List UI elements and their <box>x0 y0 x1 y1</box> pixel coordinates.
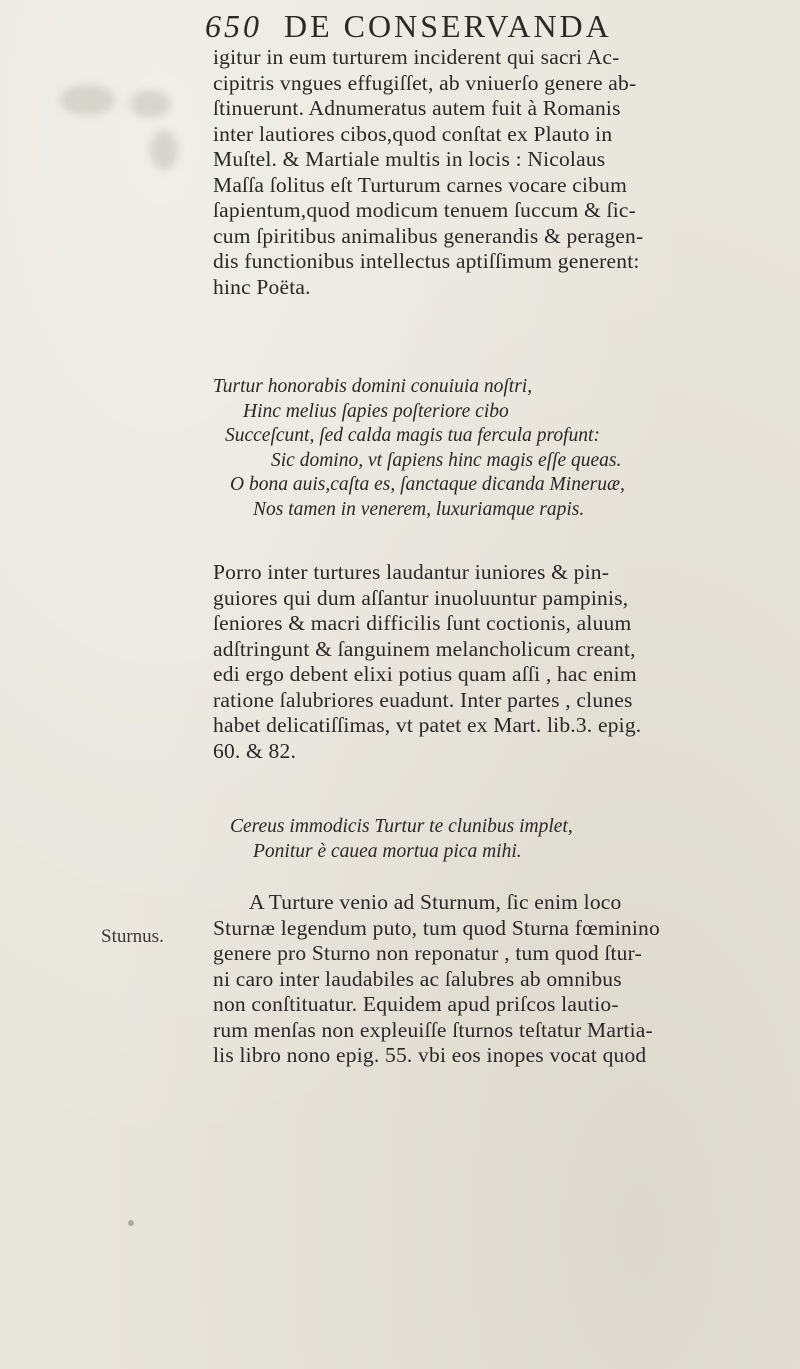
verse-line: Succeſcunt, ſed calda magis tua fercula profunt: <box>225 425 600 446</box>
text-line: Muſtel. & Martiale multis in locis : Nicolaus <box>213 147 606 171</box>
ink-stain <box>60 85 115 115</box>
text-line: cum ſpiritibus animalibus generandis & peragen- <box>213 223 644 248</box>
paragraph-2 <box>213 560 765 764</box>
text-line: habet delicatiſſimas, vt patet ex Mart. lib.3. epig. <box>213 713 642 737</box>
ink-stain <box>130 90 170 118</box>
text-line: cipitris vngues effugiſſet, ab vniuerſo genere ab- <box>213 70 637 95</box>
text-line: A Turture venio ad Sturnum, ſic enim loco <box>249 890 622 914</box>
verse-line: Hinc melius ſapies poſteriore cibo <box>243 400 509 422</box>
text-line: Porro inter turtures laudantur iuniores & pin- <box>213 560 610 584</box>
margin-note: Sturnus. <box>101 926 164 947</box>
running-title: DE CONSERVANDA <box>284 8 612 44</box>
verse-line: O bona auis,caſta es, ſanctaque dicanda Mineruæ, <box>230 474 625 495</box>
verse-quote-1 <box>213 375 765 522</box>
ink-stain <box>150 130 178 170</box>
text-line: ſtinuerunt. Adnumeratus autem fuit à Romanis <box>213 96 621 120</box>
text-line: lis libro nono epig. 55. vbi eos inopes vocat quod <box>213 1043 647 1067</box>
text-line: ſeniores & macri difficilis ſunt coctionis, aluum <box>213 611 632 635</box>
text-line: Maſſa ſolitus eſt Turturum carnes vocare cibum <box>213 172 628 197</box>
text-line: Sturnæ legendum puto, tum quod Sturna fœminino <box>213 915 660 940</box>
text-line: ſapientum,quod modicum tenuem ſuccum & ſic- <box>213 198 636 222</box>
text-line: igitur in eum turturem inciderent qui sacri Ac- <box>213 45 620 69</box>
verse-line: Turtur honorabis domini conuiuia noſtri, <box>213 376 533 397</box>
text-line: ratione ſalubriores euadunt. Inter partes , clunes <box>213 687 633 712</box>
text-line: rum menſas non expleuiſſe ſturnos teſtatur Martia- <box>213 1017 653 1042</box>
text-line: 60. & 82. <box>213 738 297 763</box>
text-line: dis functionibus intellectus aptiſſimum generent: <box>213 249 640 273</box>
page-number: 650 <box>205 8 262 44</box>
verse-line: Sic domino, vt ſapiens hinc magis eſſe queas. <box>271 449 622 471</box>
text-line: hinc Poëta. <box>213 274 311 299</box>
verse-line: Cereus immodicis Turtur te clunibus implet, <box>230 816 573 837</box>
verse-line: Nos tamen in venerem, luxuriamque rapis. <box>253 498 585 520</box>
text-line: inter lautiores cibos,quod conſtat ex Plauto in <box>213 121 613 146</box>
text-line: non conſtituatur. Equidem apud priſcos lautio- <box>213 992 619 1016</box>
text-line: genere pro Sturno non reponatur , tum quod ſtur- <box>213 941 642 965</box>
text-line: adſtringunt & ſanguinem melancholicum creant, <box>213 636 636 661</box>
verse-line: Ponitur è cauea mortua pica mihi. <box>253 840 522 862</box>
text-line: guiores qui dum aſſantur inuoluuntur pampinis, <box>213 585 629 610</box>
paragraph-3 <box>213 890 765 1069</box>
running-head <box>205 8 612 45</box>
text-line: ni caro inter laudabiles ac ſalubres ab omnibus <box>213 966 622 991</box>
ink-speck <box>128 1220 134 1226</box>
verse-quote-2 <box>213 815 765 864</box>
paragraph-1 <box>213 45 765 300</box>
text-line: edi ergo debent elixi potius quam aſſi , hac enim <box>213 662 637 686</box>
